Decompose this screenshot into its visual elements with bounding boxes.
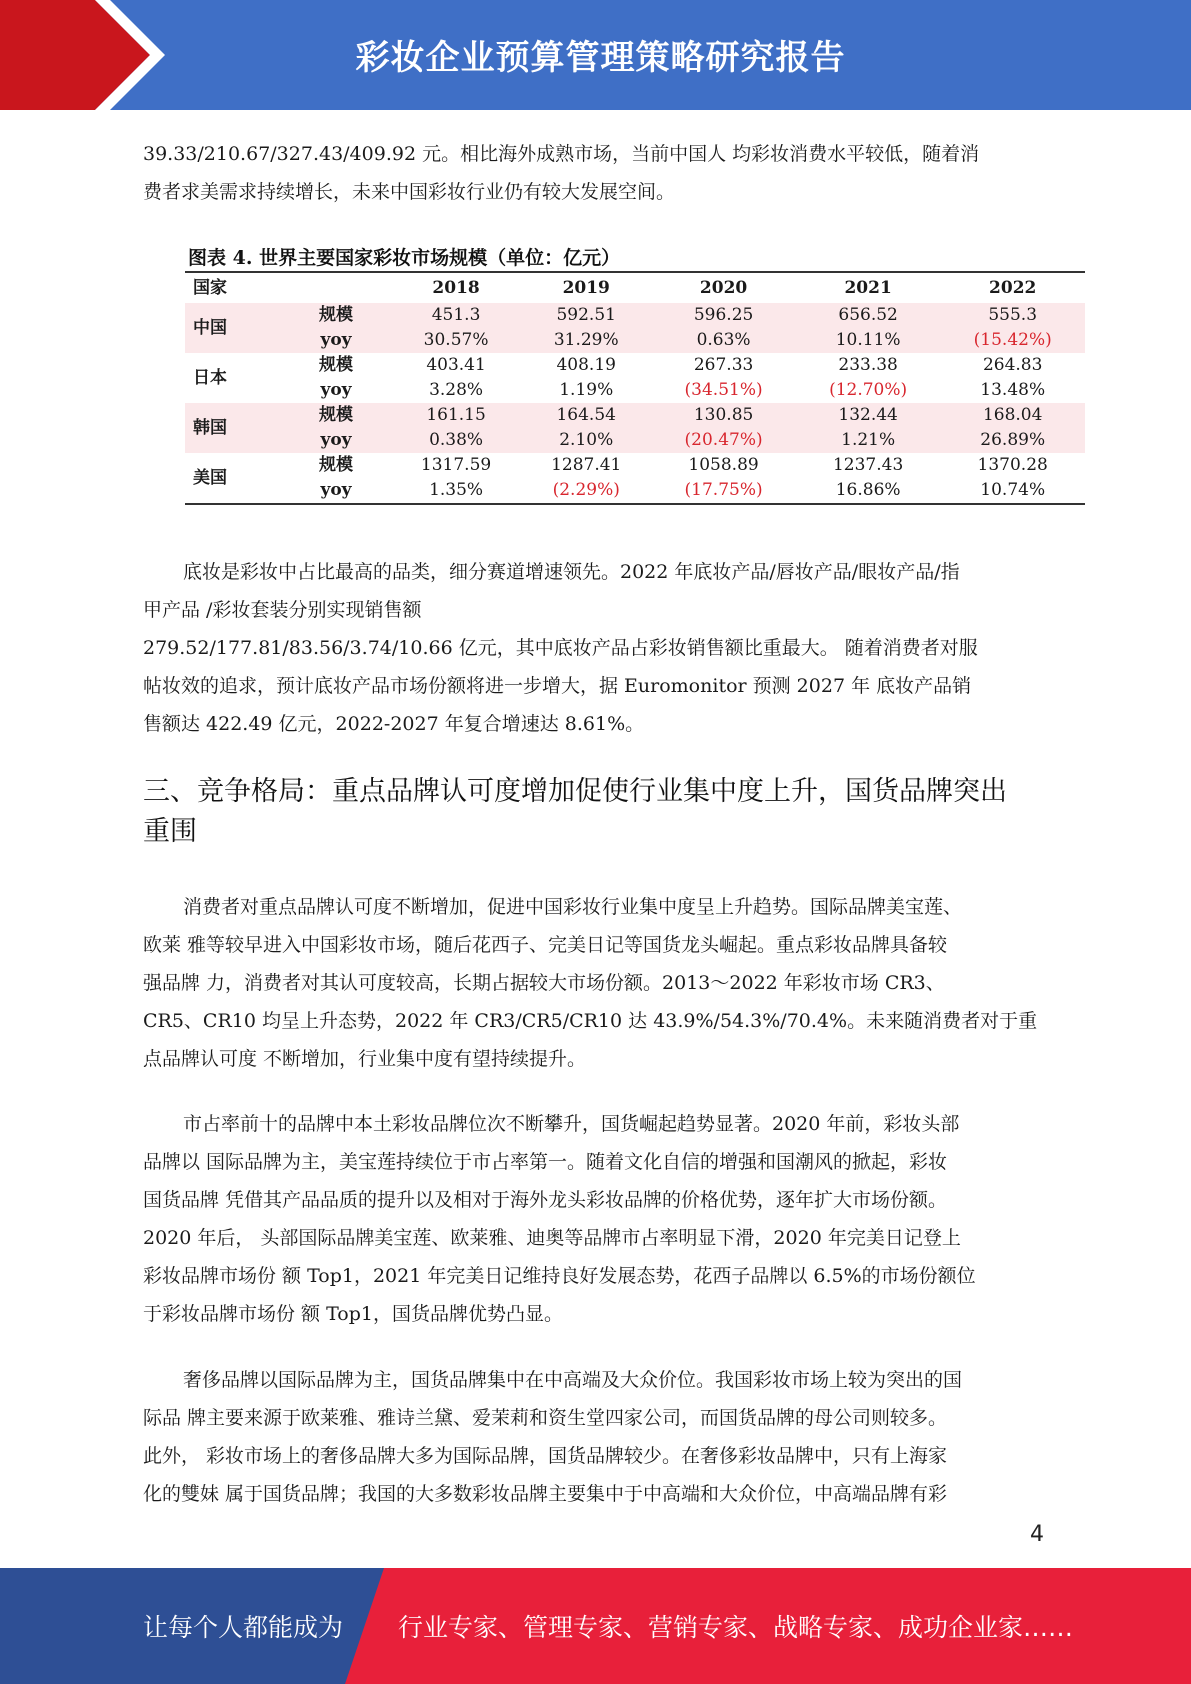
section-heading-line: 三、竞争格局：重点品牌认可度增加促使行业集中度上升，国货品牌突出 — [143, 776, 1007, 807]
value-cell: 1237.43 — [832, 455, 904, 475]
year-header: 2019 — [562, 278, 610, 298]
value-cell: 1370.28 — [977, 455, 1048, 475]
value-cell: (20.47%) — [651, 428, 796, 453]
country-cell: 中国 — [185, 303, 281, 353]
table-row — [185, 428, 1085, 453]
intro-paragraph — [143, 135, 1048, 211]
report-title: 彩妆企业预算管理策略研究报告 — [355, 38, 846, 78]
paragraph-line: 甲产品 /彩妆套装分别实现销售额 — [143, 599, 422, 621]
section-heading-line: 重围 — [143, 816, 197, 847]
value-cell: 408.19 — [556, 355, 616, 375]
paragraph-line: 欧莱 雅等较早进入中国彩妆市场，随后花西子、完美日记等国货龙头崛起。重点彩妆品牌具备较 — [143, 934, 948, 956]
value-cell: 16.86% — [835, 480, 901, 500]
value-cell: 30.57% — [391, 328, 521, 353]
value-cell: 592.51 — [521, 303, 651, 328]
paragraph-line: 279.52/177.81/83.56/3.74/10.66 亿元，其中底妆产品占彩妆销售额比重最大。 随着消费者对服 — [143, 637, 978, 659]
paragraph-line: 于彩妆品牌市场份 额 Top1，国货品牌优势凸显。 — [143, 1303, 563, 1325]
value-cell: 31.29% — [521, 328, 651, 353]
paragraph-line: 彩妆品牌市场份 额 Top1，2021 年完美日记维持良好发展态势，花西子品牌以 6.5%的市场份额位 — [143, 1265, 976, 1287]
country-cell: 韩国 — [185, 403, 281, 453]
paragraph-luxury-brands — [143, 1361, 1048, 1513]
value-cell: 1.21% — [796, 428, 941, 453]
value-cell: 26.89% — [940, 428, 1085, 453]
value-cell: 555.3 — [940, 303, 1085, 328]
paragraph-line: 帖妆效的追求，预计底妆产品市场份额将进一步增大，据 Euromonitor 预测 2027 年 底妆产品销 — [143, 675, 972, 697]
metric-label-cell: yoy — [320, 480, 352, 500]
paragraph-line: 市占率前十的品牌中本土彩妆品牌位次不断攀升，国货崛起趋势显著。2020 年前，彩妆头部 — [183, 1113, 960, 1135]
value-cell: 1.35% — [429, 480, 484, 500]
page-header — [0, 0, 1191, 110]
value-cell: 596.25 — [651, 303, 796, 328]
intro-line: 费者求美需求持续增长，未来中国彩妆行业仍有较大发展空间。 — [143, 181, 676, 203]
value-cell: 132.44 — [796, 403, 941, 428]
value-cell: 656.52 — [796, 303, 941, 328]
value-cell: 168.04 — [940, 403, 1085, 428]
value-cell: 233.38 — [838, 355, 898, 375]
value-cell: 1.19% — [559, 380, 614, 400]
table-body — [185, 303, 1085, 504]
value-cell: 0.38% — [391, 428, 521, 453]
country-column-header: 国家 — [193, 278, 227, 298]
metric-label-cell: yoy — [320, 380, 352, 400]
page-footer — [0, 1568, 1191, 1684]
value-cell: 10.11% — [796, 328, 941, 353]
value-cell: 2.10% — [521, 428, 651, 453]
year-header: 2022 — [989, 278, 1037, 298]
value-cell: 10.74% — [980, 480, 1046, 500]
paragraph-brand-recognition — [143, 888, 1048, 1078]
table-row — [185, 303, 1085, 328]
paragraph-line: 强品牌 力，消费者对其认可度较高，长期占据较大市场份额。2013～2022 年彩妆市场 CR3、 — [143, 972, 945, 994]
table-row — [185, 453, 1085, 478]
paragraph-line: 此外， 彩妆市场上的奢侈品牌大多为国际品牌，国货品牌较少。在奢侈彩妆品牌中，只有上海家 — [143, 1445, 948, 1467]
paragraph-line: 2020 年后， 头部国际品牌美宝莲、欧莱雅、迪奥等品牌市占率明显下滑，2020 年完美日记登上 — [143, 1227, 961, 1249]
market-size-table — [185, 271, 1085, 505]
paragraph-foundation-makeup — [143, 553, 1048, 743]
value-cell: 264.83 — [982, 355, 1043, 375]
paragraph-line: CR5、CR10 均呈上升态势，2022 年 CR3/CR5/CR10 达 43.9%/54.3%/70.4%。未来随消费者对于重 — [143, 1010, 1038, 1032]
metric-label-cell: yoy — [281, 428, 391, 453]
value-cell: 451.3 — [391, 303, 521, 328]
intro-line: 39.33/210.67/327.43/409.92 元。相比海外成熟市场，当前中国人 均彩妆消费水平较低，随着消 — [143, 143, 980, 165]
value-cell: 3.28% — [429, 380, 484, 400]
value-cell: (15.42%) — [940, 328, 1085, 353]
country-cell: 美国 — [193, 467, 227, 488]
paragraph-line: 点品牌认可度 不断增加，行业集中度有望持续提升。 — [143, 1048, 587, 1070]
value-cell: (17.75%) — [684, 480, 763, 500]
page-number: 4 — [1030, 1522, 1044, 1547]
paragraph-line: 底妆是彩妆中占比最高的品类，细分赛道增速领先。2022 年底妆产品/唇妆产品/眼妆产品/指 — [183, 561, 960, 583]
value-cell: 0.63% — [651, 328, 796, 353]
value-cell: 161.15 — [391, 403, 521, 428]
footer-slogan-left: 让每个人都能成为 — [143, 1613, 344, 1642]
value-cell: 130.85 — [651, 403, 796, 428]
value-cell: (2.29%) — [552, 480, 620, 500]
value-cell: 13.48% — [980, 380, 1046, 400]
value-cell: (34.51%) — [684, 380, 763, 400]
value-cell: 1058.89 — [688, 455, 759, 475]
metric-column-header — [281, 272, 391, 303]
metric-label-cell: 规模 — [281, 303, 391, 328]
metric-label-cell: 规模 — [281, 403, 391, 428]
paragraph-line: 化的雙妹 属于国货品牌；我国的大多数彩妆品牌主要集中于中高端和大众价位，中高端品牌有彩 — [143, 1483, 948, 1505]
metric-label-cell: yoy — [281, 328, 391, 353]
table-row — [185, 353, 1085, 378]
country-cell: 日本 — [193, 367, 227, 388]
table-header-row — [185, 272, 1085, 303]
metric-label-cell: 规模 — [319, 355, 353, 375]
paragraph-line: 国货品牌 凭借其产品品质的提升以及相对于海外龙头彩妆品牌的价格优势，逐年扩大市场份额。 — [143, 1189, 948, 1211]
table-caption: 图表 4. 世界主要国家彩妆市场规模（单位：亿元） — [188, 247, 621, 269]
paragraph-line: 售额达 422.49 亿元，2022-2027 年复合增速达 8.61%。 — [143, 713, 645, 735]
paragraph-line: 奢侈品牌以国际品牌为主，国货品牌集中在中高端及大众价位。我国彩妆市场上较为突出的国 — [183, 1369, 963, 1391]
year-header: 2020 — [699, 278, 748, 298]
metric-label-cell: 规模 — [319, 455, 353, 475]
value-cell: 403.41 — [426, 355, 486, 375]
table-row — [185, 328, 1085, 353]
paragraph-line: 品牌以 国际品牌为主，美宝莲持续位于市占率第一。随着文化自信的增强和国潮风的掀起，彩妆 — [143, 1151, 948, 1173]
paragraph-line: 消费者对重点品牌认可度不断增加，促进中国彩妆行业集中度呈上升趋势。国际品牌美宝莲、 — [183, 896, 963, 918]
year-header: 2021 — [844, 278, 892, 298]
value-cell: (12.70%) — [829, 380, 908, 400]
section-heading — [143, 772, 1048, 852]
paragraph-line: 际品 牌主要来源于欧莱雅、雅诗兰黛、爱茉莉和资生堂四家公司，而国货品牌的母公司则较多。 — [143, 1407, 948, 1429]
value-cell: 267.33 — [693, 355, 754, 375]
year-header: 2018 — [432, 278, 480, 298]
value-cell: 1317.59 — [420, 455, 492, 475]
table-row — [185, 478, 1085, 504]
value-cell: 164.54 — [521, 403, 651, 428]
footer-slogan-right: 行业专家、管理专家、营销专家、战略专家、成功企业家…… — [398, 1613, 1074, 1642]
paragraph-domestic-rise — [143, 1105, 1048, 1333]
table-row — [185, 378, 1085, 403]
table-row — [185, 403, 1085, 428]
value-cell: 1287.41 — [551, 455, 622, 475]
